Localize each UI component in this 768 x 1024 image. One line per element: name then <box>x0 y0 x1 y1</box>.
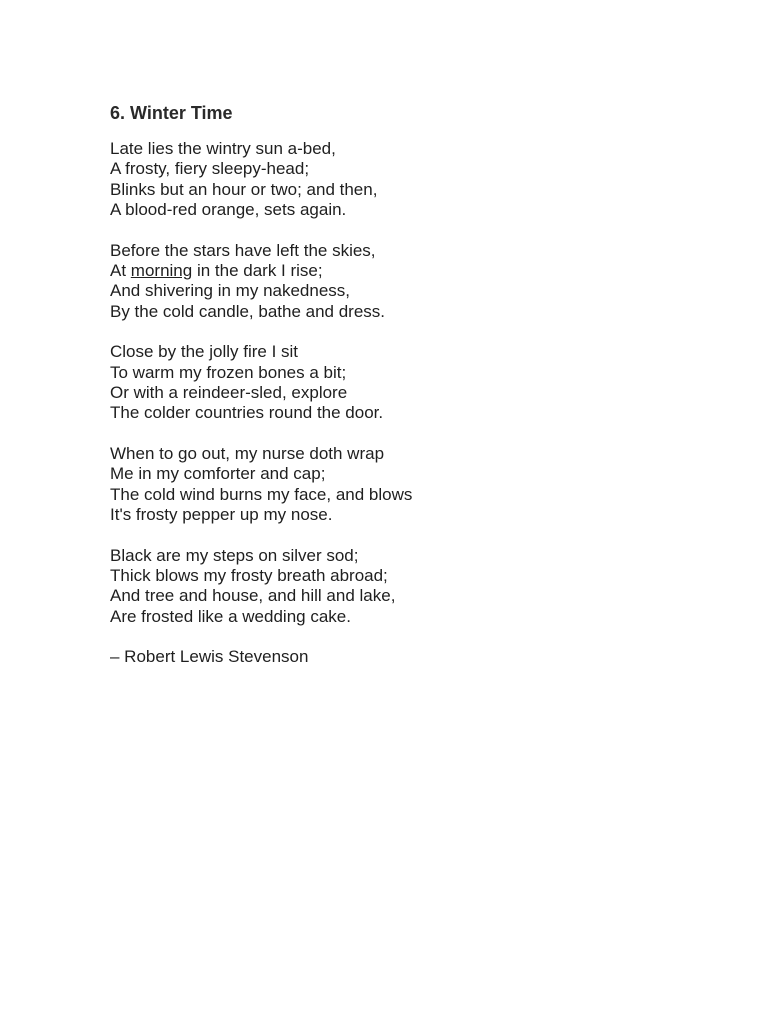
poem-line: Before the stars have left the skies, <box>110 240 376 260</box>
poem-line: A blood-red orange, sets again. <box>110 199 347 219</box>
poem-stanza <box>110 546 710 627</box>
poem-line <box>110 261 710 281</box>
poem-body <box>110 139 710 627</box>
poem-line: Close by the jolly fire I sit <box>110 342 299 362</box>
poem-line: The colder countries round the door. <box>110 403 384 423</box>
poem-line: Late lies the wintry sun a-bed, <box>110 139 336 158</box>
line-text-before: At <box>110 260 131 280</box>
poem-stanza <box>110 342 710 423</box>
poem-attribution: – Robert Lewis Stevenson <box>110 647 309 667</box>
poem-line: A frosty, fiery sleepy-head; <box>110 159 310 179</box>
poem-line: Thick blows my frosty breath abroad; <box>110 566 388 586</box>
poem-line: Blinks but an hour or two; and then, <box>110 179 378 199</box>
poem-line: Or with a reindeer-sled, explore <box>110 382 348 402</box>
poem-line: When to go out, my nurse doth wrap <box>110 444 385 464</box>
poem-stanza <box>110 444 710 525</box>
poem-stanza <box>110 241 710 322</box>
poem-line: And shivering in my nakedness, <box>110 281 351 301</box>
poem-line: Me in my comforter and cap; <box>110 464 326 484</box>
document-page <box>110 101 710 668</box>
poem-line: By the cold candle, bathe and dress. <box>110 301 386 321</box>
poem-line: To warm my frozen bones a bit; <box>110 362 347 382</box>
poem-line: Are frosted like a wedding cake. <box>110 606 351 626</box>
poem-title: 6. Winter Time <box>110 103 233 123</box>
poem-line: Black are my steps on silver sod; <box>110 545 359 565</box>
morning-link[interactable]: morning <box>130 260 193 280</box>
poem-line: The cold wind burns my face, and blows <box>110 484 413 504</box>
poem-stanza <box>110 139 710 220</box>
poem-line: And tree and house, and hill and lake, <box>110 586 396 606</box>
line-text-after: in the dark I rise; <box>192 260 323 280</box>
poem-line: It's frosty pepper up my nose. <box>110 504 333 524</box>
